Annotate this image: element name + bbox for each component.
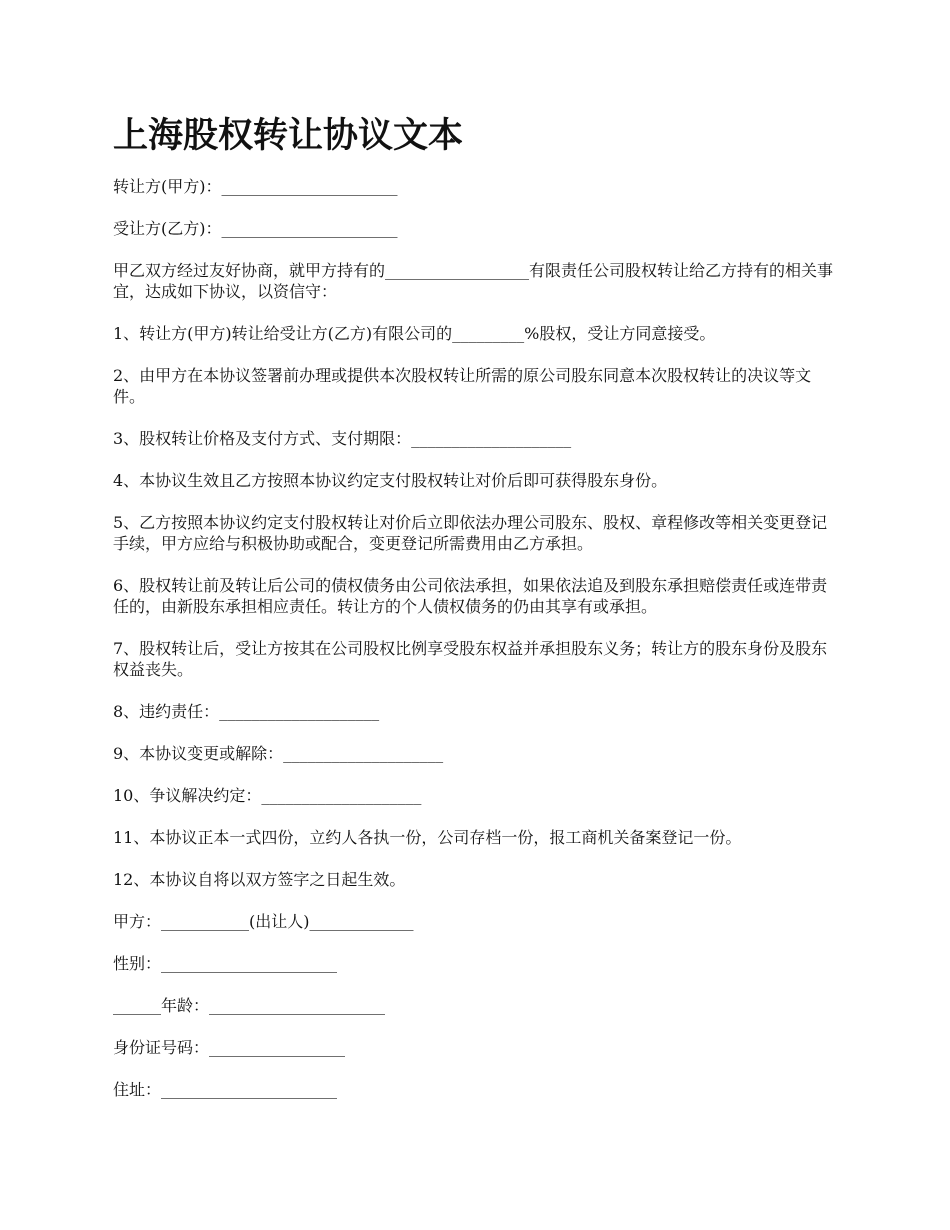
clause-6: 6、股权转让前及转让后公司的债权债务由公司依法承担，如果依法追及到股东承担赔偿责任或连带责任的，由新股东承担相应责任。转让方的个人债权债务的仍由其享有或承担。 [113, 576, 828, 616]
clause-7: 7、股权转让后，受让方按其在公司股权比例享受股东权益并承担股东义务；转让方的股东身份及股东权益丧失。 [113, 639, 828, 679]
document-body [113, 176, 843, 1100]
gender-line: 性别：______________________ [113, 954, 338, 973]
transferee-line: 受让方(乙方)：______________________ [113, 219, 398, 238]
preamble-paragraph: 甲乙双方经过友好协商，就甲方持有的__________________有限责任公司股权转让给乙方持有的相关事宜，达成如下协议，以资信守： [113, 261, 834, 301]
clause-12: 12、本协议自将以双方签字之日起生效。 [113, 870, 406, 889]
clause-9: 9、本协议变更或解除：____________________ [113, 744, 444, 763]
age-line: ______年龄：______________________ [113, 996, 386, 1015]
clause-4: 4、本协议生效且乙方按照本协议约定支付股权转让对价后即可获得股东身份。 [113, 471, 668, 490]
transferor-line: 转让方(甲方)：______________________ [113, 177, 398, 196]
clause-5: 5、乙方按照本协议约定支付股权转让对价后立即依法办理公司股东、股权、章程修改等相关变更登记手续，甲方应给与积极协助或配合，变更登记所需费用由乙方承担。 [113, 513, 828, 553]
document-title: 上海股权转让协议文本 [113, 115, 464, 156]
clause-1: 1、转让方(甲方)转让给受让方(乙方)有限公司的_________%股权，受让方同意接受。 [113, 324, 716, 343]
id-number-line: 身份证号码：_________________ [113, 1038, 346, 1057]
clause-11: 11、本协议正本一式四份，立约人各执一份，公司存档一份，报工商机关备案登记一份。 [113, 828, 742, 847]
address-line: 住址：______________________ [113, 1080, 338, 1099]
clause-8: 8、违约责任：____________________ [113, 702, 380, 721]
clause-2: 2、由甲方在本协议签署前办理或提供本次股权转让所需的原公司股东同意本次股权转让的决议等文件。 [113, 366, 812, 406]
clause-3: 3、股权转让价格及支付方式、支付期限：____________________ [113, 429, 572, 448]
document-page [113, 110, 843, 1121]
party-a-signature-line: 甲方：___________(出让人)_____________ [113, 912, 414, 931]
clause-10: 10、争议解决约定：____________________ [113, 786, 422, 805]
